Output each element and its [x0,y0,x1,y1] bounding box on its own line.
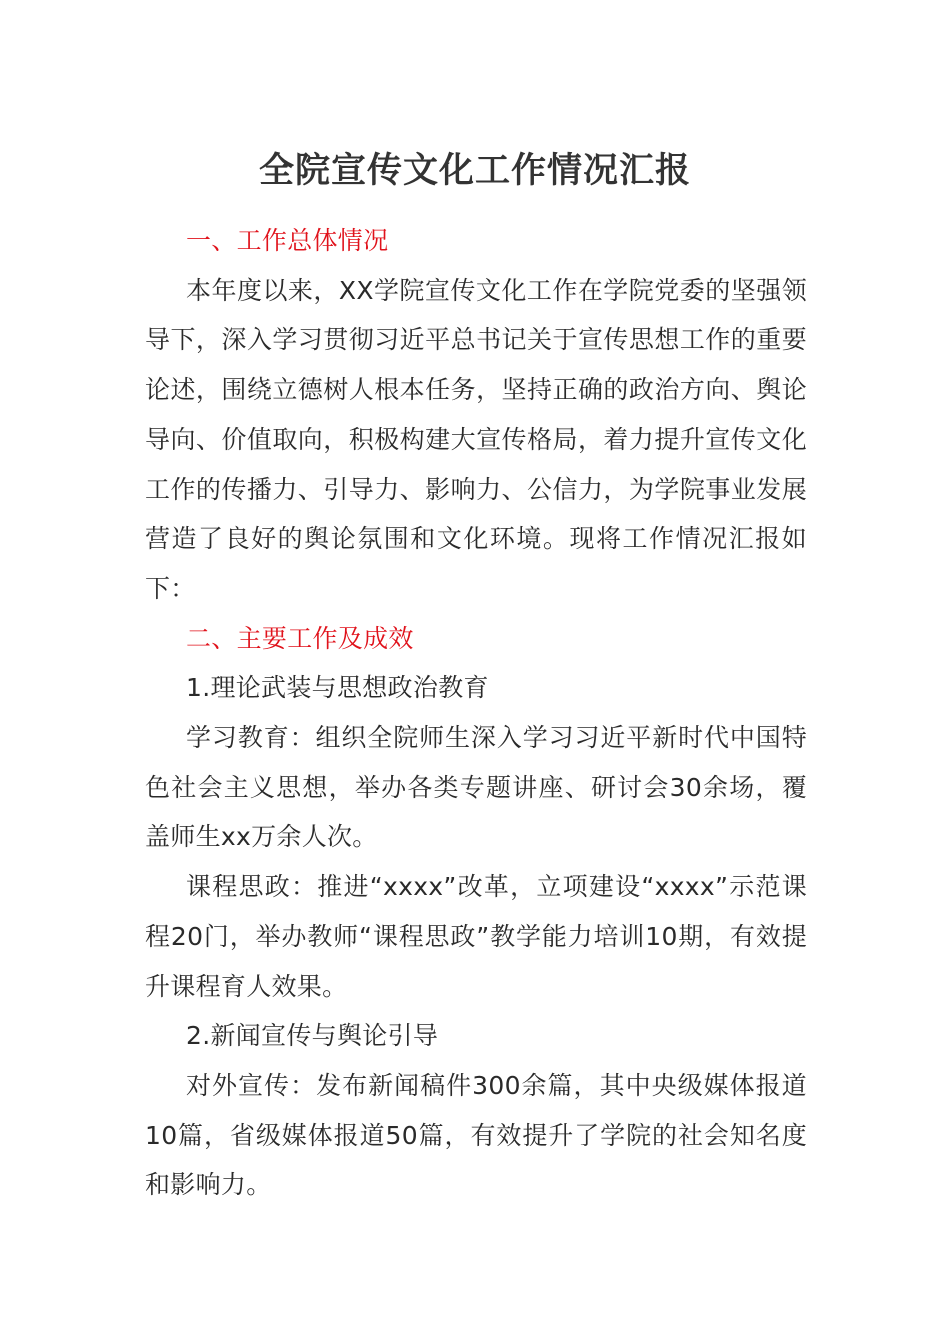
section-heading-overview: 一、工作总体情况 [186,226,389,255]
overview-paragraph: 本年度以来，XX学院宣传文化工作在学院党委的坚强领导下，深入学习贯彻习近平总书记关于宣传思想工作的重要论述，围绕立德树人根本任务，坚持正确的政治方向、舆论导向、价值取向，积极构建大宣传格局，着力提升宣传文化工作的传播力、引导力、影响力、公信力，为学院事业发展营造了良好的舆论氛围和文化环境。现将工作情况汇报如下： [145,275,807,603]
paragraph-external-publicity: 对外宣传：发布新闻稿件300余篇，其中央级媒体报道10篇，省级媒体报道50篇，有效提升了学院的社会知名度和影响力。 [145,1070,807,1200]
paragraph-course-ideology: 课程思政：推进“xxxx”改革，立项建设“xxxx”示范课程20门，举办教师“课程思政”教学能力培训10期，有效提升课程育人效果。 [145,872,807,1001]
subheading-news-publicity: 2.新闻宣传与舆论引导 [186,1021,439,1051]
subheading-theory-education: 1.理论武装与思想政治教育 [186,673,489,703]
section-heading-main-work: 二、主要工作及成效 [186,623,414,653]
paragraph-study-education: 学习教育：组织全院师生深入学习习近平新时代中国特色社会主义思想，举办各类专题讲座、研讨会30余场，覆盖师生xx万余人次。 [145,723,807,852]
document-body [145,216,807,1210]
document-title: 全院宣传文化工作情况汇报 [258,151,691,191]
